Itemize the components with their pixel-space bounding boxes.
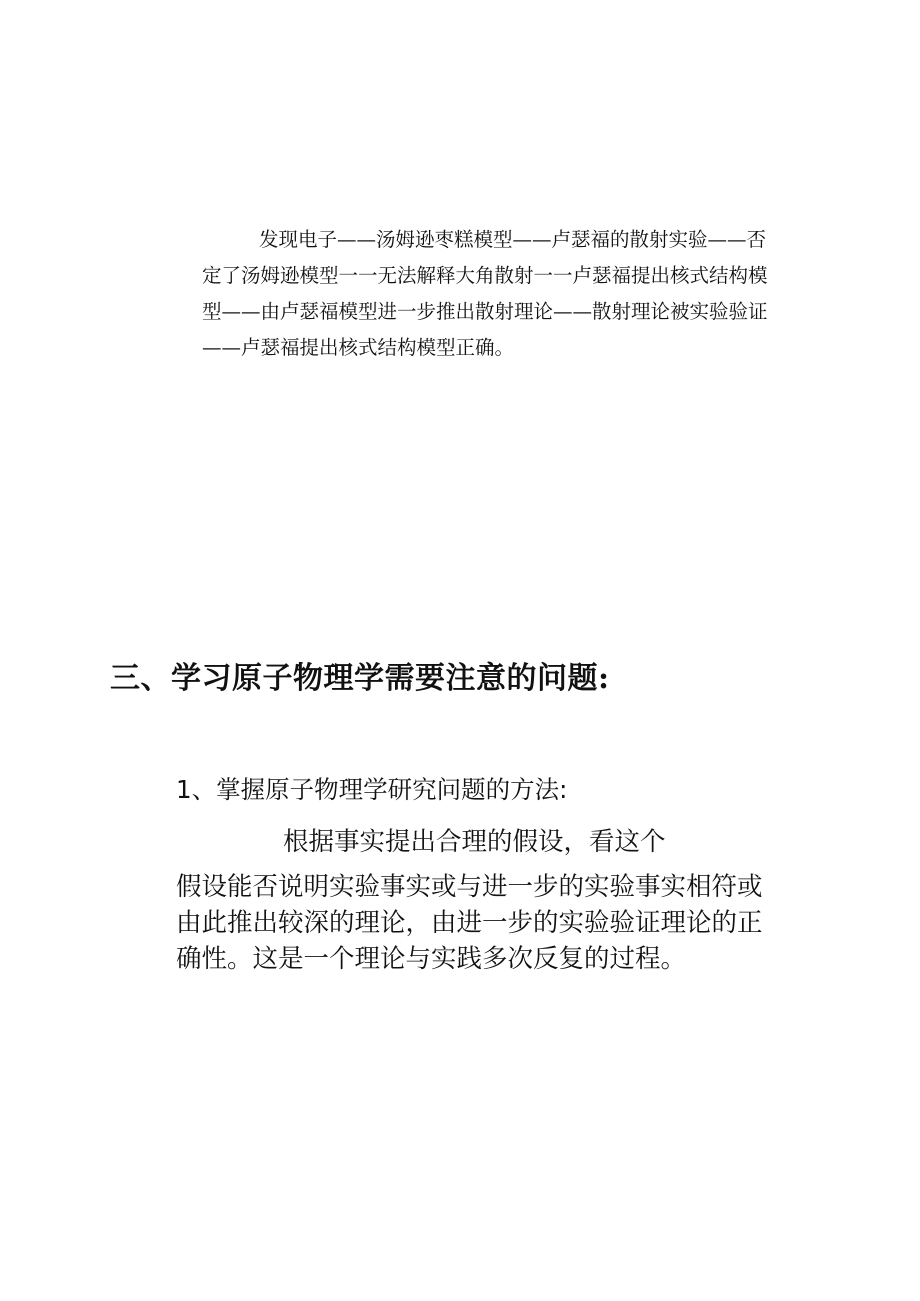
history-paragraph (202, 222, 802, 366)
paragraph-line: 根据事实提出合理的假设，看这个 (283, 827, 666, 857)
paragraph-line: 由此推出较深的理论，由进一步的实验验证理论的正 (176, 908, 763, 938)
section-heading: 三、学习原子物理学需要注意的问题: (110, 661, 610, 696)
paragraph-line: 确性。这是一个理论与实践多次反复的过程。 (176, 944, 687, 974)
paragraph-line: 定了汤姆逊模型一一无法解释大角散射一一卢瑟福提出核式结构模 (202, 264, 768, 287)
subsection-heading: 1、掌握原子物理学研究问题的方法: (176, 775, 568, 804)
paragraph-line: 假设能否说明实验事实或与进一步的实验事实相符或 (176, 872, 763, 902)
paragraph-line: 型——由卢瑟福模型进一步推出散射理论——散射理论被实验验证 (202, 300, 768, 323)
paragraph-line: 发现电子——汤姆逊枣糕模型——卢瑟福的散射实验——否 (259, 228, 767, 251)
paragraph-line: ——卢瑟福提出核式结构模型正确。 (202, 336, 515, 359)
method-paragraph (176, 824, 816, 977)
